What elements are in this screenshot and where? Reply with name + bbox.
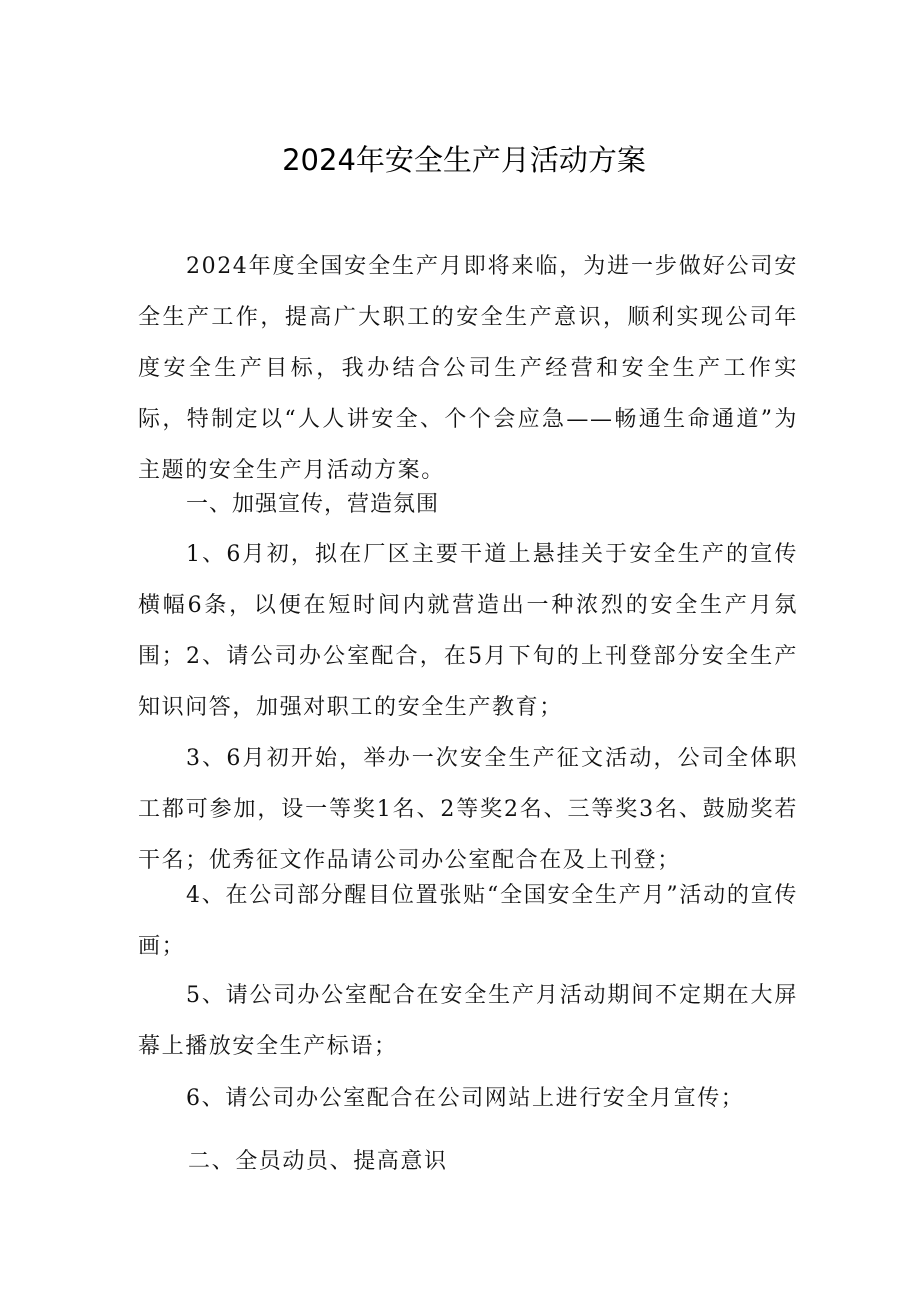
section-1-item-1: 1、6月初，拟在厂区主要干道上悬挂关于安全生产的宣传横幅6条，以便在短时间内就营造出一种浓烈的安全生产月氛围； [138, 542, 798, 669]
section-1-item-3: 3、6月初开始，举办一次安全生产征文活动，公司全体职工都可参加，设一等奖1名、2等奖2名、三等奖3名、鼓励奖若干名；优秀征文作品请公司办公室配合在及上刊登； [138, 746, 798, 873]
section-2-heading: 二、全员动员、提高意识 [188, 1149, 448, 1174]
document-title: 2024年安全生产月活动方案 [282, 143, 646, 177]
section-1-item-4: 4、在公司部分醒目位置张贴“全国安全生产月”活动的宣传画； [138, 883, 798, 959]
section-1-item-6: 6、请公司办公室配合在公司网站上进行安全月宣传； [186, 1086, 745, 1111]
section-1-item-2: 2、请公司办公室配合，在5月下旬的上刊登部分安全生产知识问答，加强对职工的安全生产教育； [138, 644, 798, 720]
intro-paragraph: 2024年度全国安全生产月即将来临，为进一步做好公司安全生产工作，提高广大职工的安全生产意识，顺利实现公司年度安全生产目标，我办结合公司生产经营和安全生产工作实际，特制定以“人人讲安全、个个会应急——畅通生命通道”为主题的安全生产月活动方案。 [138, 254, 798, 483]
section-1-heading: 一、加强宣传，营造氛围 [186, 492, 440, 517]
section-1-item-5: 5、请公司办公室配合在安全生产月活动期间不定期在大屏幕上播放安全生产标语； [138, 983, 798, 1059]
